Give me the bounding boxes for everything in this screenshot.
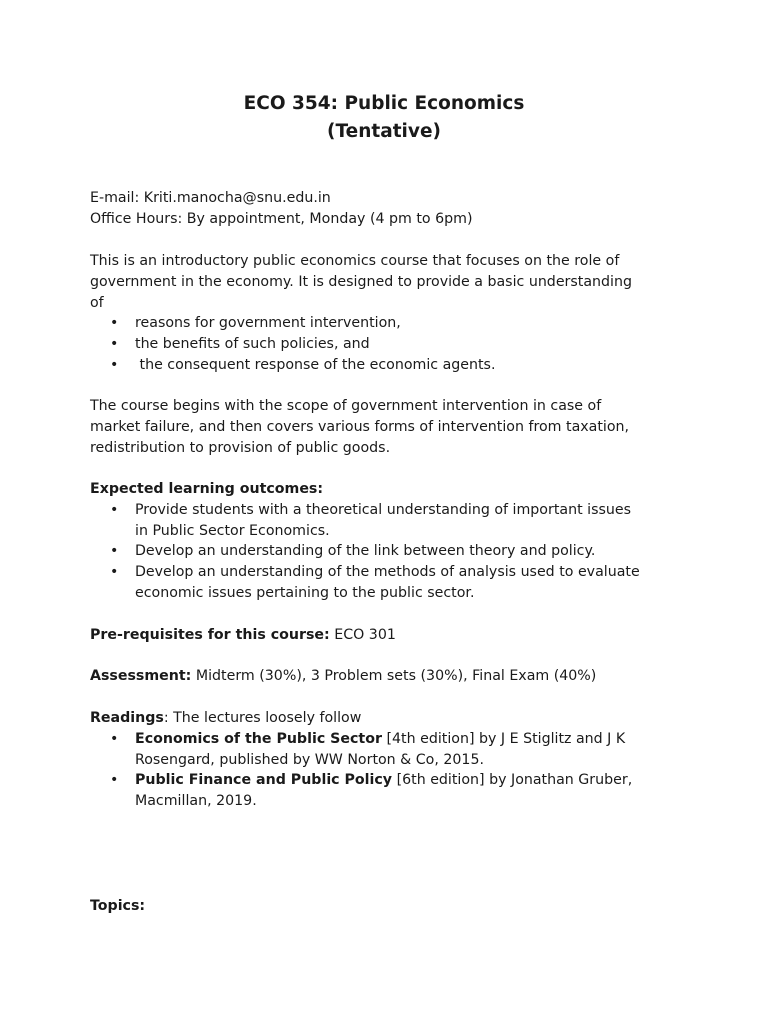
list-item [90,500,690,542]
assessment-value: Midterm (30%), 3 Problem sets (30%), Final Exam (40%) [191,668,597,684]
list-item [90,770,690,812]
topics-heading: Topics: [90,898,146,914]
list-item [90,729,690,771]
book-details-1a: [4th edition] by J E Stiglitz and J K [381,730,626,747]
intro-line-2: government in the economy. It is designed to provide a basic understanding [90,273,632,290]
course-title-line1: ECO 354: Public Economics [243,93,525,114]
list-item [90,562,690,604]
course-title [0,90,768,146]
topics-section [90,896,690,917]
list-item: • reasons for government intervention, [90,313,690,334]
list-item [90,541,690,562]
intro-section [90,251,690,376]
email-line: E-mail: Kriti.manocha@snu.edu.in [90,190,331,206]
readings-label: Readings [90,710,164,726]
assessment-label: Assessment: [90,668,192,684]
readings-intro: : The lectures loosely follow [163,710,362,726]
list-item: • the benefits of such policies, and [90,334,690,355]
readings-list [90,729,690,812]
scope-paragraph [90,396,690,458]
prereq-label: Pre-requisites for this course: [90,627,330,643]
outcomes-list [90,500,690,604]
book-details-1b: Rosengard, published by WW Norton & Co, 2015. [135,751,484,768]
outcome-2-line-1: Develop an understanding of the link between theory and policy. [135,543,596,560]
book-title-1: Economics of the Public Sector [135,730,382,747]
assessment-line [90,666,690,687]
list-item: • the consequent response of the economic agents. [90,355,690,376]
readings-section [90,708,690,812]
scope-line-2: market failure, and then covers various forms of intervention from taxation, [90,418,630,435]
outcome-3-line-2: economic issues pertaining to the public sector. [135,584,475,601]
prerequisites-line [90,625,690,646]
intro-line-1: This is an introductory public economics course that focuses on the role of [90,253,620,269]
learning-outcomes-section [90,479,690,604]
office-hours-line: Office Hours: By appointment, Monday (4 pm to 6pm) [90,210,473,227]
book-details-2b: Macmillan, 2019. [135,793,257,810]
scope-line-1: The course begins with the scope of government intervention in case of [90,398,602,414]
outcomes-heading: Expected learning outcomes: [90,481,324,497]
intro-line-3: of [90,294,104,311]
course-title-line2: (Tentative) [327,121,441,142]
outcome-1-line-1: Provide students with a theoretical understanding of important issues [135,501,631,518]
intro-bullet-list [90,313,690,375]
contact-info [90,188,690,230]
outcome-1-line-2: in Public Sector Economics. [135,522,330,539]
scope-line-3: redistribution to provision of public goods. [90,439,391,456]
book-title-2: Public Finance and Public Policy [135,772,393,789]
book-details-2a: [6th edition] by Jonathan Gruber, [392,772,633,789]
prereq-value: ECO 301 [329,627,396,643]
outcome-3-line-1: Develop an understanding of the methods of analysis used to evaluate [135,564,640,581]
